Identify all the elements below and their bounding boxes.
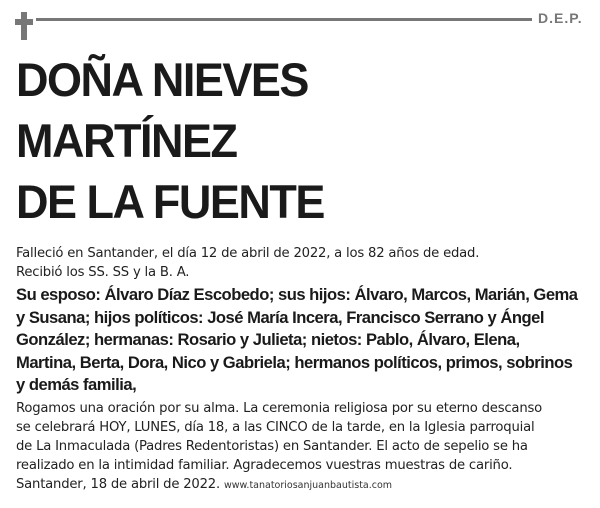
family-line: González; hermanas: Rosario y Julieta; nietos: Pablo, Álvaro, Elena,: [16, 330, 520, 349]
family-line: Martina, Berta, Dora, Nico y Gabriela; hermanos políticos, primos, sobrinos: [16, 352, 573, 372]
ceremony-line: Rogamos una oración por su alma. La ceremonia religiosa por su eterno descanso: [16, 400, 543, 416]
header-rule: [36, 18, 532, 21]
intro-line: Falleció en Santander, el día 12 de abril de 2022, a los 82 años de edad.: [16, 246, 480, 261]
signoff-line: [16, 475, 591, 495]
ceremony-line: realizado en la intimidad familiar. Agradecemos vuestras muestras de cariño.: [16, 457, 513, 473]
signoff-date: Santander, 18 de abril de 2022.: [16, 476, 220, 492]
ceremony-line: se celebrará HOY, LUNES, día 18, a las CINCO de la tarde, en la Iglesia parroquial: [16, 419, 535, 435]
family-line: y Susana; hijos políticos: José María Incera, Francisco Serrano y Ángel: [16, 307, 544, 327]
ceremony-text: [16, 399, 591, 495]
name-line: DOÑA NIEVES: [16, 53, 308, 107]
cross-icon: [15, 12, 33, 40]
family-line: Su esposo: Álvaro Díaz Escobedo; sus hijos: Álvaro, Marcos, Marián, Gema: [16, 285, 578, 304]
name-line: DE LA FUENTE: [16, 174, 324, 229]
ceremony-line: de La Inmaculada (Padres Redentoristas) en Santander. El acto de sepelio se ha: [16, 438, 528, 454]
dep-label: D.E.P.: [538, 10, 583, 26]
notice-body: [16, 244, 591, 495]
intro-line: Recibió los SS. SS y la B. A.: [16, 265, 190, 280]
family-list: [16, 284, 591, 397]
name-line: MARTÍNEZ: [16, 114, 237, 168]
deceased-name: [16, 50, 586, 233]
family-line: y demás familia,: [16, 375, 137, 394]
website-link[interactable]: www.tanatoriosanjuanbautista.com: [223, 479, 393, 491]
